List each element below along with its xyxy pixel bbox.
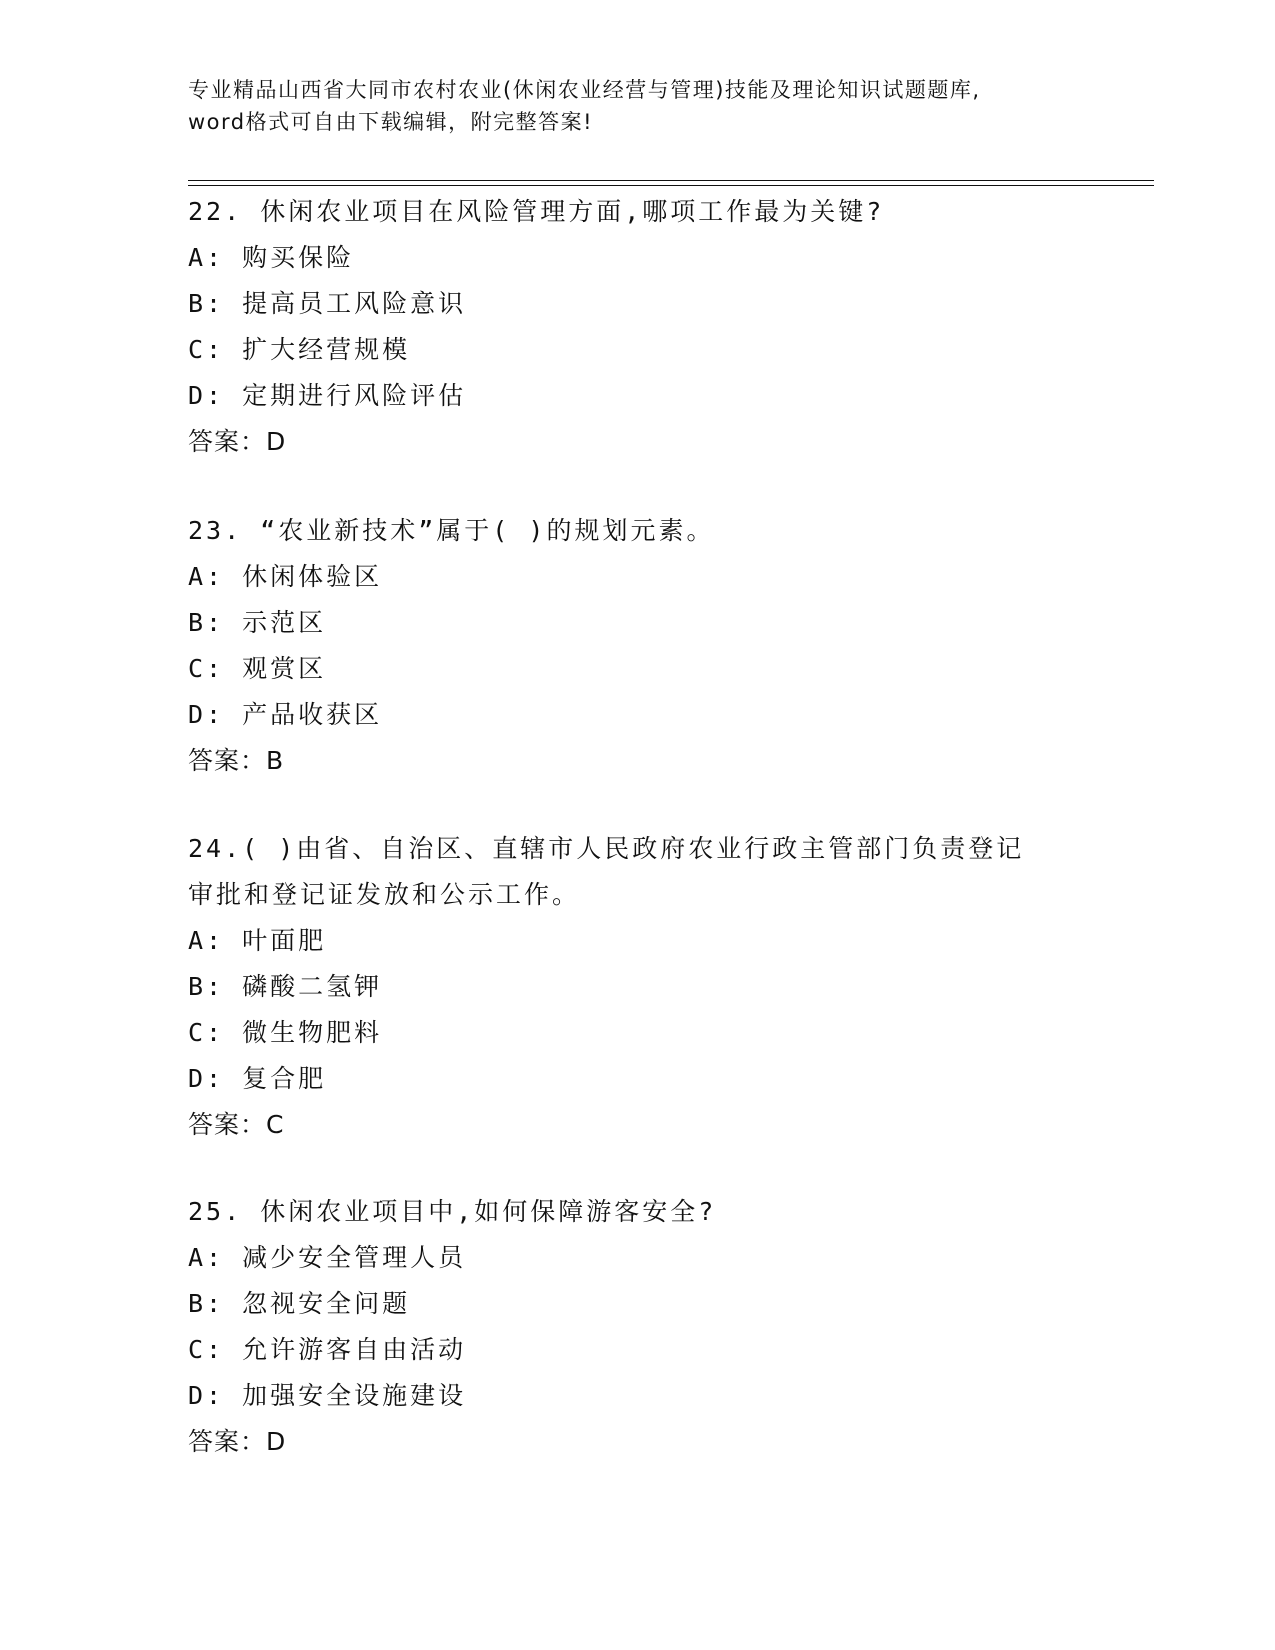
option-d: D: 复合肥 (188, 1064, 327, 1093)
header-divider-bottom (188, 185, 1154, 186)
option-d: D: 定期进行风险评估 (188, 381, 467, 410)
question-stem-line-1: 24.( )由省、自治区、直辖市人民政府农业行政主管部门负责登记 (188, 834, 1025, 863)
option-a: A: 减少安全管理人员 (188, 1243, 467, 1272)
option-c: C: 扩大经营规模 (188, 335, 411, 364)
option-b: B: 磷酸二氢钾 (188, 972, 383, 1001)
option-c: C: 允许游客自由活动 (188, 1335, 467, 1364)
header-title-line-2: word格式可自由下载编辑，附完整答案! (188, 110, 594, 134)
option-b: B: 提高员工风险意识 (188, 289, 467, 318)
question-23 (188, 508, 1088, 784)
question-stem: 25. 休闲农业项目中,如何保障游客安全? (188, 1197, 717, 1226)
question-22 (188, 189, 1088, 465)
option-c: C: 观赏区 (188, 654, 327, 683)
header-title-line-1: 专业精品山西省大同市农村农业(休闲农业经营与管理)技能及理论知识试题题库, (188, 78, 981, 102)
option-b: B: 示范区 (188, 608, 327, 637)
answer-line: 答案：D (188, 1427, 287, 1456)
option-a: A: 购买保险 (188, 243, 355, 272)
answer-line: 答案：D (188, 427, 287, 456)
question-stem: 22. 休闲农业项目在风险管理方面,哪项工作最为关键? (188, 197, 885, 226)
document-header (188, 74, 1088, 138)
question-25 (188, 1189, 1088, 1465)
question-stem: 23. “农业新技术”属于( )的规划元素。 (188, 516, 715, 545)
option-d: D: 产品收获区 (188, 700, 383, 729)
option-b: B: 忽视安全问题 (188, 1289, 411, 1318)
question-24 (188, 826, 1088, 1148)
option-c: C: 微生物肥料 (188, 1018, 383, 1047)
option-a: A: 休闲体验区 (188, 562, 383, 591)
answer-line: 答案：B (188, 746, 285, 775)
answer-line: 答案：C (188, 1110, 285, 1139)
option-a: A: 叶面肥 (188, 926, 327, 955)
question-stem-line-2: 审批和登记证发放和公示工作。 (188, 880, 581, 909)
header-divider-top (188, 180, 1154, 181)
option-d: D: 加强安全设施建设 (188, 1381, 467, 1410)
